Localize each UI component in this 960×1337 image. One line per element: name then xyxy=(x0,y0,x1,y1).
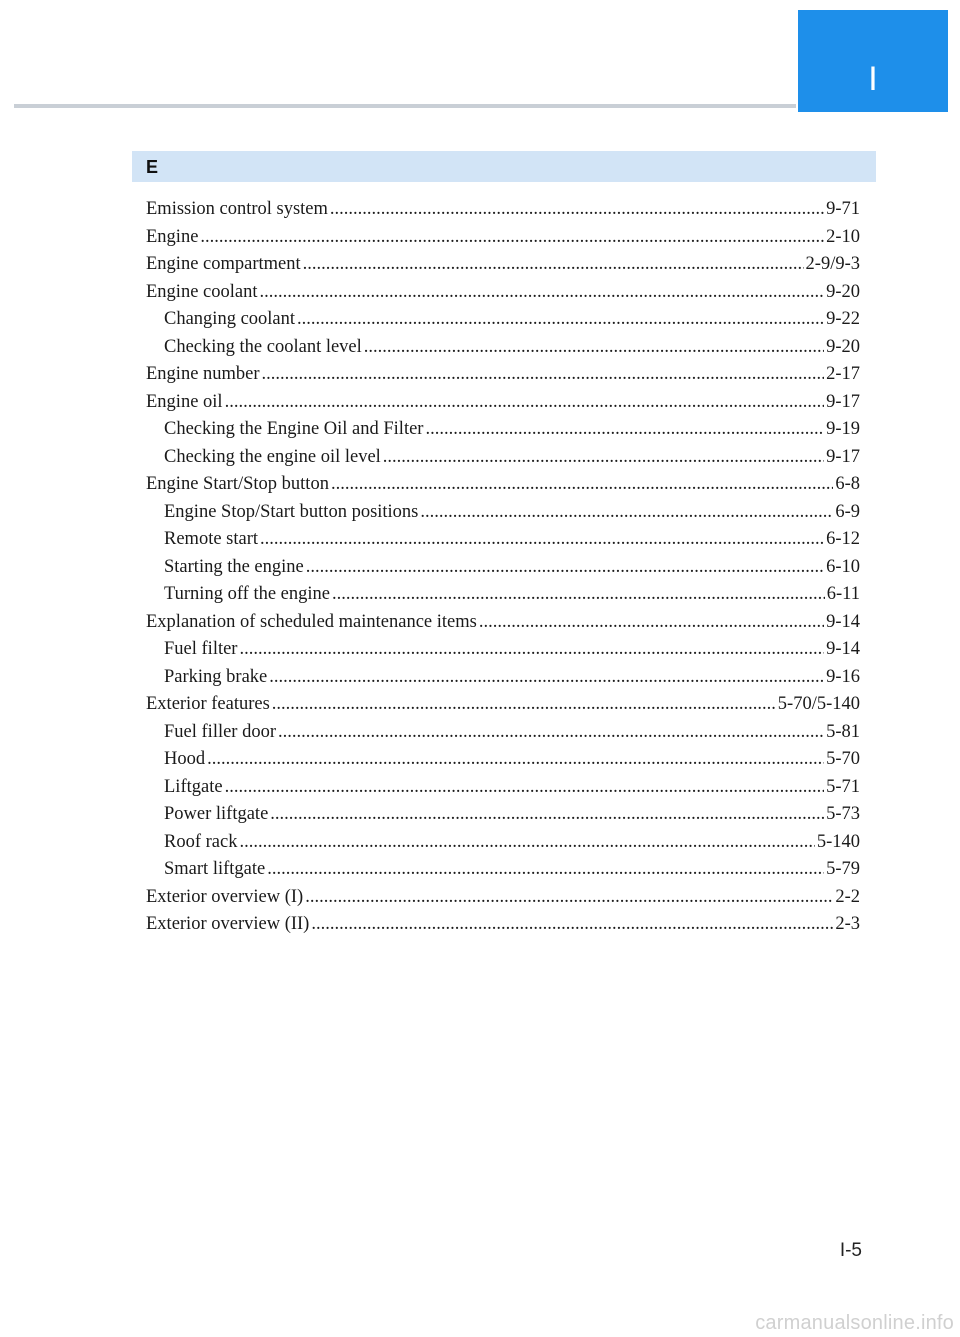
entry-page-ref: 2-9/9-3 xyxy=(805,254,860,274)
index-entry xyxy=(146,224,860,252)
entry-label: Engine compartment xyxy=(146,254,301,274)
entry-label: Changing coolant xyxy=(164,309,296,329)
entry-page-ref: 9-19 xyxy=(826,419,860,439)
dot-leader xyxy=(303,251,804,279)
dot-leader xyxy=(207,746,824,774)
entry-page-ref: 9-14 xyxy=(826,611,860,632)
index-subentry xyxy=(146,554,860,582)
section-header xyxy=(132,151,876,182)
entry-page-ref: 9-16 xyxy=(826,666,860,687)
dot-leader xyxy=(239,829,814,857)
entry-page-ref: 9-20 xyxy=(826,281,860,302)
dot-leader xyxy=(278,719,824,747)
entry-label: Checking the coolant level xyxy=(164,336,362,357)
entry-page-ref: 2-17 xyxy=(826,364,860,384)
index-entry xyxy=(146,389,860,417)
dot-leader xyxy=(269,664,824,692)
entry-label: Smart liftgate xyxy=(164,859,266,879)
dot-leader xyxy=(364,334,824,362)
entry-label: Exterior overview (II) xyxy=(146,914,310,934)
dot-leader xyxy=(306,554,824,582)
index-entry xyxy=(146,911,860,939)
dot-leader xyxy=(305,884,833,912)
entry-label: Parking brake xyxy=(164,666,268,687)
entry-page-ref: 2-2 xyxy=(835,886,860,907)
index-entry xyxy=(146,196,860,224)
dot-leader xyxy=(311,911,833,939)
entry-page-ref: 9-20 xyxy=(826,336,860,357)
section-letter: E xyxy=(146,157,159,177)
index-entry-list xyxy=(146,196,860,939)
dot-leader xyxy=(225,389,825,417)
entry-page-ref: 5-70 xyxy=(826,749,860,769)
entry-label: Fuel filler door xyxy=(164,721,277,742)
entry-label: Emission control system xyxy=(146,199,328,219)
dot-leader xyxy=(270,801,824,829)
entry-page-ref: 6-8 xyxy=(835,474,860,494)
dot-leader xyxy=(262,361,825,389)
entry-page-ref: 6-11 xyxy=(826,584,860,604)
dot-leader xyxy=(420,499,833,527)
entry-label: Power liftgate xyxy=(164,804,269,824)
entry-label: Engine oil xyxy=(146,391,223,412)
entry-page-ref: 5-71 xyxy=(826,776,860,797)
entry-label: Turning off the engine xyxy=(164,584,330,604)
entry-page-ref: 6-9 xyxy=(835,501,860,522)
index-entry xyxy=(146,279,860,307)
entry-label: Engine number xyxy=(146,364,260,384)
entry-page-ref: 5-73 xyxy=(826,804,860,824)
entry-label: Roof rack xyxy=(164,831,238,852)
dot-leader xyxy=(479,609,824,637)
index-subentry xyxy=(146,746,860,774)
entry-label: Checking the Engine Oil and Filter xyxy=(164,419,424,439)
entry-label: Remote start xyxy=(164,529,259,549)
index-entry xyxy=(146,251,860,279)
index-subentry xyxy=(146,306,860,334)
entry-page-ref: 6-10 xyxy=(826,556,860,577)
entry-label: Hood xyxy=(164,749,206,769)
index-entry xyxy=(146,361,860,389)
entry-label: Engine Stop/Start button positions xyxy=(164,501,419,522)
dot-leader xyxy=(331,471,833,499)
entry-label: Checking the engine oil level xyxy=(164,446,381,467)
index-subentry xyxy=(146,444,860,472)
dot-leader xyxy=(267,856,824,884)
index-subentry xyxy=(146,856,860,884)
dot-leader xyxy=(330,196,824,224)
dot-leader xyxy=(425,416,824,444)
dot-leader xyxy=(259,279,824,307)
index-subentry xyxy=(146,636,860,664)
entry-page-ref: 2-3 xyxy=(835,914,860,934)
entry-page-ref: 9-14 xyxy=(826,639,860,659)
dot-leader xyxy=(383,444,824,472)
index-subentry xyxy=(146,499,860,527)
dot-leader xyxy=(239,636,824,664)
index-subentry xyxy=(146,719,860,747)
entry-label: Explanation of scheduled maintenance items xyxy=(146,611,477,632)
page-number: I-5 xyxy=(839,1240,862,1261)
chapter-tab-label: I xyxy=(868,60,878,98)
index-subentry xyxy=(146,829,860,857)
dot-leader xyxy=(200,224,824,252)
entry-page-ref: 9-22 xyxy=(826,309,860,329)
header-rule xyxy=(14,104,796,108)
index-subentry xyxy=(146,581,860,609)
entry-page-ref: 9-71 xyxy=(826,199,860,219)
entry-label: Engine Start/Stop button xyxy=(146,474,329,494)
watermark: carmanualsonline.info xyxy=(755,1312,954,1334)
index-entry xyxy=(146,471,860,499)
dot-leader xyxy=(260,526,824,554)
dot-leader xyxy=(225,774,825,802)
dot-leader xyxy=(272,691,776,719)
entry-page-ref: 5-79 xyxy=(826,859,860,879)
entry-page-ref: 5-140 xyxy=(816,831,860,852)
index-subentry xyxy=(146,416,860,444)
entry-label: Liftgate xyxy=(164,776,223,797)
entry-page-ref: 5-70/5-140 xyxy=(777,694,860,714)
entry-label: Fuel filter xyxy=(164,639,238,659)
index-subentry xyxy=(146,774,860,802)
entry-page-ref: 2-10 xyxy=(826,226,860,247)
index-entry xyxy=(146,691,860,719)
index-subentry xyxy=(146,526,860,554)
index-subentry xyxy=(146,664,860,692)
dot-leader xyxy=(297,306,824,334)
dot-leader xyxy=(332,581,825,609)
entry-page-ref: 6-12 xyxy=(826,529,860,549)
entry-page-ref: 5-81 xyxy=(826,721,860,742)
index-subentry xyxy=(146,801,860,829)
index-subentry xyxy=(146,334,860,362)
entry-label: Engine xyxy=(146,226,199,247)
index-entry xyxy=(146,609,860,637)
entry-page-ref: 9-17 xyxy=(826,391,860,412)
entry-page-ref: 9-17 xyxy=(826,446,860,467)
index-entry xyxy=(146,884,860,912)
entry-label: Exterior features xyxy=(146,694,270,714)
chapter-tab xyxy=(798,10,948,112)
entry-label: Exterior overview (I) xyxy=(146,886,304,907)
entry-label: Engine coolant xyxy=(146,281,258,302)
entry-label: Starting the engine xyxy=(164,556,304,577)
